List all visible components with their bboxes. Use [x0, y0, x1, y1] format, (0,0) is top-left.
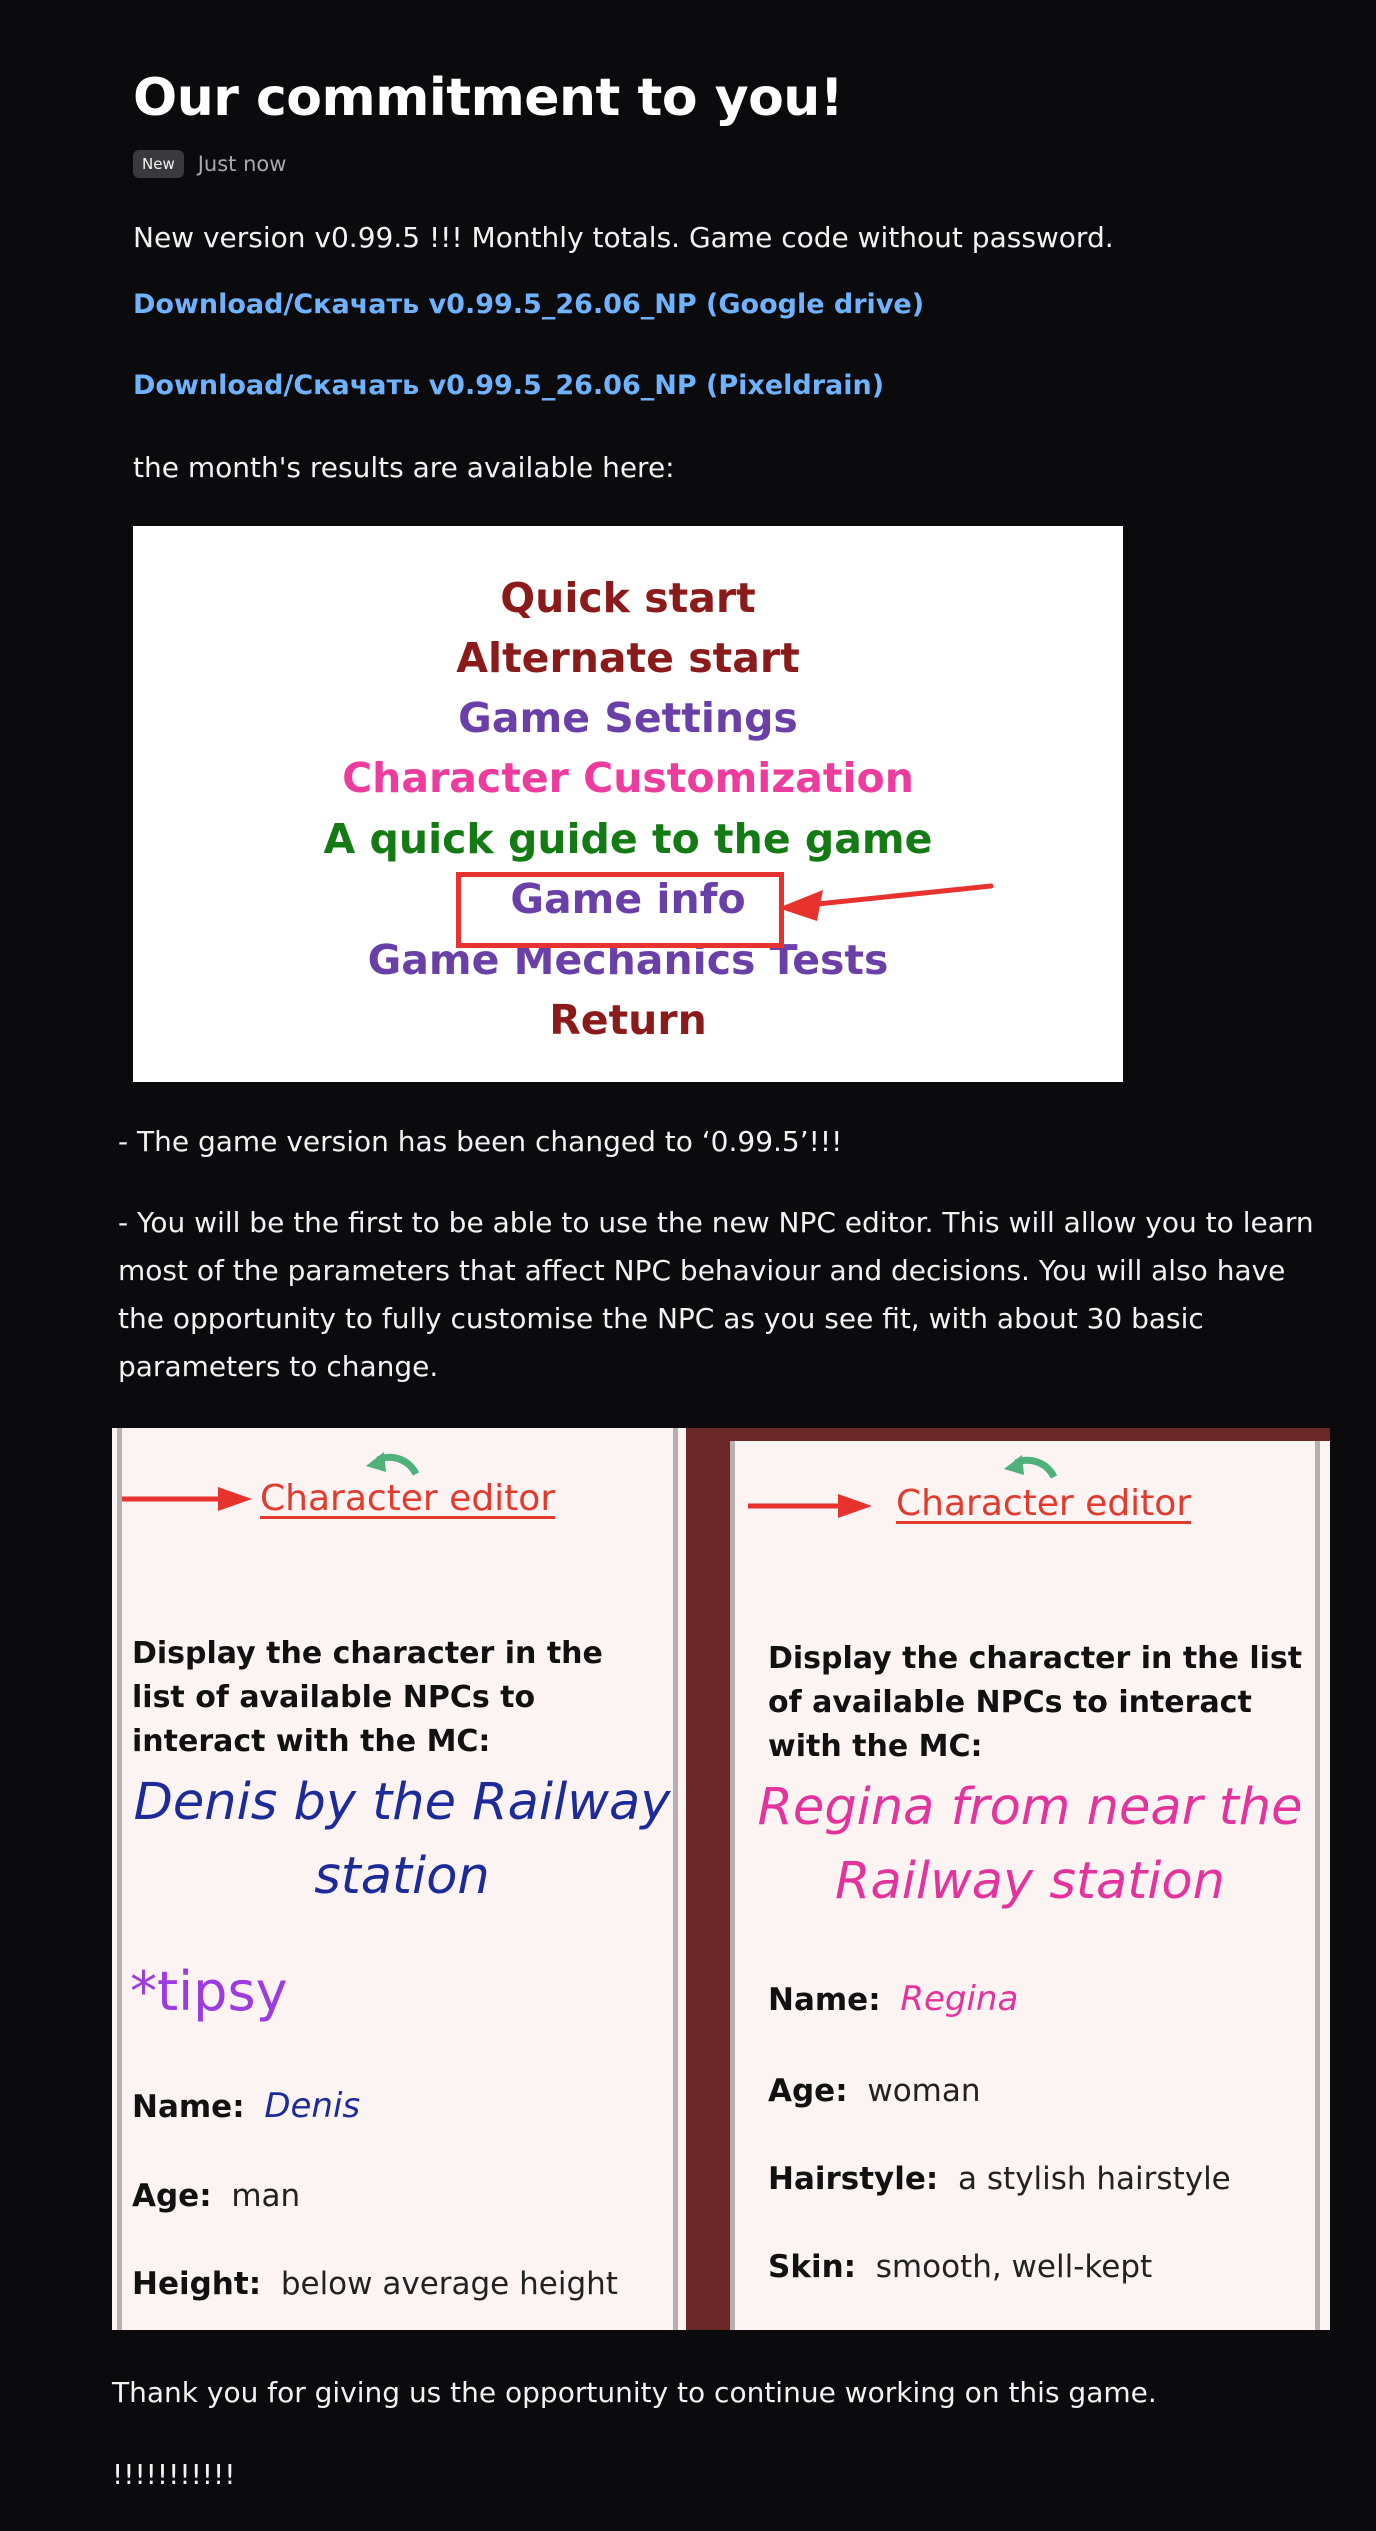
display-in-list-label: Display the character in the list of available NPCs to interact with the MC:: [768, 1641, 1303, 1764]
back-arrow-icon: [1002, 1451, 1062, 1485]
field-height: Height: below average height: [132, 2266, 618, 2302]
menu-item-quick-guide: A quick guide to the game: [323, 815, 933, 863]
panel-border: [730, 1441, 735, 2330]
menu-item-alternate-start: Alternate start: [456, 634, 800, 682]
menu-item-game-settings: Game Settings: [458, 694, 798, 742]
npc-display-name: Regina from near the Railway station: [757, 1778, 1303, 1911]
npc-status: *tipsy: [130, 1960, 288, 2023]
menu-item-quick-start: Quick start: [500, 574, 756, 622]
menu-item-game-info: Game info: [510, 875, 746, 923]
field-age: Age: woman: [768, 2073, 981, 2109]
exclamation-text: !!!!!!!!!!!: [112, 2458, 236, 2491]
editor-panel-right: [730, 1441, 1330, 2330]
npc-display-name: Denis by the Railway station: [133, 1773, 671, 1906]
post-timestamp: Just now: [197, 152, 287, 176]
results-text: the month's results are available here:: [133, 451, 675, 484]
red-arrow-icon: [133, 526, 1123, 1082]
field-name: Name: Regina: [768, 1979, 1019, 2019]
editor-panel-left: [112, 1428, 686, 2330]
editor-note: - You will be the first to be able to use the new NPC editor. This will allow you to learn most of the parameters that affect NPC behaviour and decisions. You will also have the opportunity to fully customise the NPC as you see fit, with about 30 basic parameters to change.: [118, 1206, 1314, 1383]
intro-text: New version v0.99.5 !!! Monthly totals. Game code without password.: [133, 221, 1114, 254]
download-link-pixeldrain[interactable]: Download/Скачать v0.99.5_26.06_NP (Pixeldrain): [133, 370, 885, 401]
menu-item-character-customization: Character Customization: [342, 754, 914, 802]
post-title: Our commitment to you!: [133, 68, 844, 128]
download-link-google[interactable]: Download/Скачать v0.99.5_26.06_NP (Google drive): [133, 289, 925, 320]
red-arrow-icon: [744, 1491, 878, 1521]
field-hairstyle: Hairstyle: a stylish hairstyle: [768, 2161, 1231, 2197]
character-editor-link: Character editor: [260, 1478, 556, 1519]
version-note: - The game version has been changed to ‘0.99.5’!!!: [118, 1125, 843, 1158]
game-menu-screenshot: [133, 526, 1123, 1082]
post-meta: [133, 150, 286, 178]
new-badge: New: [133, 150, 184, 178]
field-name: Name: Denis: [132, 2086, 361, 2126]
field-skin: Skin: smooth, well-kept: [768, 2249, 1153, 2285]
field-age: Age: man: [132, 2178, 301, 2214]
character-editor-screenshots: [112, 1428, 1330, 2330]
display-in-list-label: Display the character in the list of available NPCs to interact with the MC:: [132, 1636, 603, 1759]
red-arrow-icon: [118, 1484, 258, 1514]
menu-item-game-mechanics-tests: Game Mechanics Tests: [367, 936, 889, 984]
back-arrow-icon: [364, 1448, 424, 1482]
menu-item-return: Return: [549, 996, 707, 1044]
character-editor-link: Character editor: [896, 1483, 1192, 1524]
thanks-text: Thank you for giving us the opportunity to continue working on this game.: [112, 2376, 1157, 2409]
panel-border: [1315, 1441, 1320, 2330]
